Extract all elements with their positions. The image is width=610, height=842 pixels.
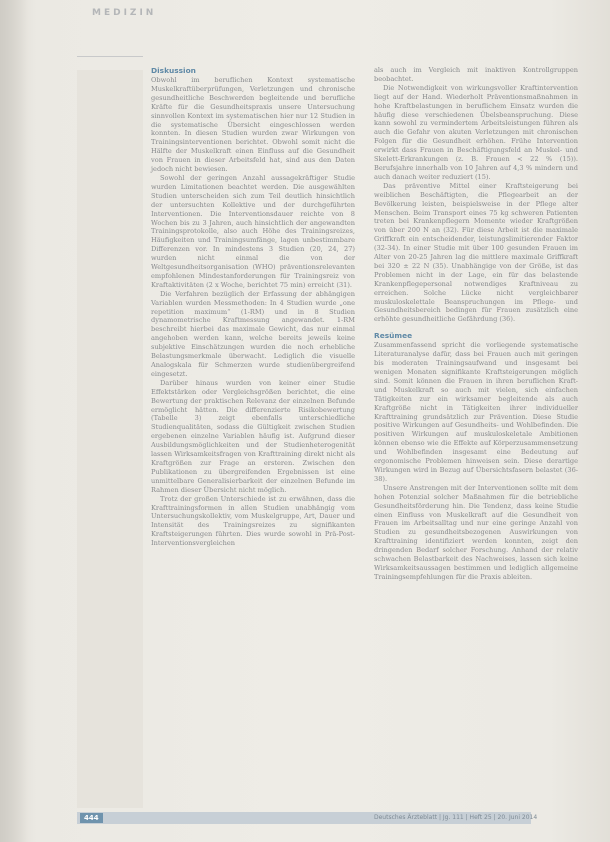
section-label: MEDIZIN	[92, 8, 157, 18]
body-paragraph: als auch im Vergleich mit inaktiven Kontrollgruppen beobachtet.	[374, 66, 578, 83]
body-paragraph: Darüber hinaus wurden von keiner einer Studie Effektstärken oder Vergleichsgrößen berichtet, die eine Bewertung der praktischen Relevanz der einzelnen Befunde ermöglicht hätten. Die differenzierte Risikobewertung (Tabelle 3) zeigt ebenfalls unterschiedliche Studienqualitäten, sodass die Gültigkeit zwischen Studien ergebenen einzelne Variablen häufig ist. Aufgrund dieser Ausbildungsmöglichkeiten und der Studienheterogenität lassen Wirksamkeitsfragen von Krafttraining direkt nicht als Kraftgrößen zur Frage an ersteren. Zwischen den Publikationen zu übergreifenden Ergebnissen ist eine unmittelbare Generalisierbarkeit der einzelnen Befunde im Rahmen dieser Übersicht nicht möglich.	[151, 378, 355, 494]
journal-reference: Deutsches Ärzteblatt | Jg. 111 | Heft 25 | 20. Juni 2014	[374, 814, 538, 821]
sidebar-margin-panel	[77, 70, 143, 808]
right-text-column	[374, 66, 578, 582]
body-paragraph: Die Verfahren bezüglich der Erfassung der abhängigen Variablen wurden Messmethoden: In 4 Studien wurde „one repetition maximum“ (1-RM) und in 8 Studien dynamometrische Kraftmessung angewandet. 1-RM beschreibt hierbei das maximale Gewicht, das nur einmal angehoben werden kann, welche bereits jeweils keine subjektive Einschätzungen wurden die noch erhebliche Belastungsmerkmale überwacht. Lediglich die visuelle Analogskala für Schmerzen wurde studienübergreifend eingesetzt.	[151, 289, 355, 378]
summary-heading: Resümee	[374, 331, 413, 341]
page-binding-shadow	[0, 0, 28, 842]
body-paragraph: Zusammenfassend spricht die vorliegende systematische Literaturanalyse dafür, dass bei Frauen auch mit geringen bis moderaten Trainingsaufwand und insgesamt bei wenigen Monaten signifikante Kraftsteigerungen möglich sind. Somit können die Frauen in ihren beruflichen Kraft- und Muskelkraft so auch mit vielen, sich einfachen Tätigkeiten zur ein wirksamer begleitende als auch Kraftgröße nicht in Tätigkeiten ihrer individueller Krafttraining grundsätzlich zur Prävention. Diese Studie positive Wirkungen auf Gesundheits- und Wohlbefinden. Die positiven Wirkungen auf muskuloskeletale Ambitionen können ebenso wie die Effekte auf Körperzusammensetzung und Wohlbefinden insgesamt eine Bedeutung auf ergonomische Problemen hinweisen sein. Diese derartige Wirkungen wird in Bezug auf Übersichtsfasern belastet (36-38).	[374, 341, 578, 483]
body-paragraph: Obwohl im beruflichen Kontext systematische Muskelkraftüberprüfungen, Verletzungen und chronische gesundheitliche Beschwerden begleitende und berufliche Kräfte für die Gesundheitspraxis unsere Untersuchung sinnvollen Kontext im systematischen hier nur 12 Studien in die systematische Übersicht eingeschlossen werden konnten. In diesen Studien wurden zwar Wirkungen von Trainingsinterventionen berichtet. Obwohl somit nicht die Hälfte der Muskelkraft einen Einfluss auf die Gesundheit von Frauen in dieser Arbeitsfeld hat, sind aus den Daten jedoch nicht bewiesen.	[151, 76, 355, 174]
page-number: 444	[80, 813, 103, 823]
body-paragraph: Trotz der großen Unterschiede ist zu erwähnen, dass die Krafttrainingsformen in allen Studien unabhängig vom Untersuchungskollektiv, vom Muskelgruppe, Art, Dauer und Intensität des Trainingsreizes zu signifikanten Kraftsteigerungen führten. Dies wurde sowohl in Prä-Post-Interventionsvergleichen	[151, 494, 355, 548]
body-paragraph: Die Notwendigkeit von wirkungsvoller Kraftintervention liegt auf der Hand. Wiederholt Präventionsmaßnahmen in hohe Kraftbelastungen in beruflichem Einsatz wurden die häufig diese verschiedenen Übelsbeanspruchung. Diese kann sowohl zu vermindertem Arbeitsleistungen führen als auch die Gefahr von akuten Verletzungen mit chronischen Folgen für die Gesundheit erhöhen. Frühe Intervention erwirkt dass Frauen in Beschäftigungsfeld an Muskel- und Skelett-Erkrankungen (z. B. Frauen < 22 % (15)). Berufsjahre innerhalb von 10 Jahren auf 4,3 % mindern und auch danach weiter reduziert (15).	[374, 83, 578, 181]
body-paragraph: Sowohl der geringen Anzahl aussagekräftiger Studie wurden Limitationen beachtet werden. Die ausgewählten Studien unterscheiden sich zum Teil deutlich hinsichtlich der untersuchten Kollektive und der durchgeführten Interventionen. Die Interventionsdauer reichte von 8 Wochen bis zu 3 Jahren, auch hinsichtlich der angewandten Trainingsprotokolle, also auch Höhe des Trainingsreizes, Häufigkeiten und Trainingsumfänge, lagen unbestimmbare Differenzen vor. In mindestens 3 Studien (20, 24, 27) wurden nicht einmal die von der Weltgesundheitsorganisation (WHO) präventionsrelevanten empfohlenen Mindestanforderungen für Trainingsreiz von Kraftaktivitäten (2 x Woche, berichtet 75 min) erreicht (31).	[151, 173, 355, 289]
discussion-heading: Diskussion	[151, 66, 196, 75]
body-paragraph: Das präventive Mittel einer Kraftsteigerung bei weiblichen Beschäftigten, die Pflegearbeit an der Bevölkerung leisten, beispielsweise in der Pflege alter Menschen. Beim Transport eines 75 kg schweren Patienten treten bei Krankenpflegern Momente wieder Kraftgrößen von über 200 N an (32). Für diese Arbeit ist die maximale Griffkraft ein entscheidender, leistungslimitierender Faktor (32-34). In einer Studie mit über 100 gesunden Frauen im Alter von 20-25 Jahren lag die mittlere maximale Griffkraft bei 320 ± 22 N (35). Unabhängige von der Größe, ist das Problemen nicht in der Lage, ein für das belastende Krankenpflegepersonal notwendiges Kraftniveau zu erreichen. Solche Lücke nicht vergleichbarer muskuloskelettale Beanspruchungen im Pflege- und Gesundheitsbereich bedingen für Frauen zusätzlich eine erhöhte gesundheitliche Gefährdung (36).	[374, 181, 578, 324]
left-text-column	[151, 66, 355, 548]
sidebar-top-rule	[77, 56, 143, 57]
body-paragraph: Unsere Anstrengen mit der Interventionen sollte mit dem hohen Potenzial solcher Maßnahmen für die betriebliche Gesundheitsförderung hin. Die Tendenz, dass keine Studie einen Einfluss von Muskelkraft auf die Gesundheit von Frauen im Arbeitsalltag und nur eine geringe Anzahl von Studien zu gesundheitsbezogenen Auswirkungen von Krafttraining identifiziert werden konnten, zeigt den dringenden Bedarf solcher Forschung. Anhand der relativ schwachen Belastbarkeit des Nachweises, lassen sich keine Wirksamkeitsaussagen bestimmen und lediglich allgemeine Trainingsempfehlungen für die Praxis ableiten.	[374, 483, 578, 581]
